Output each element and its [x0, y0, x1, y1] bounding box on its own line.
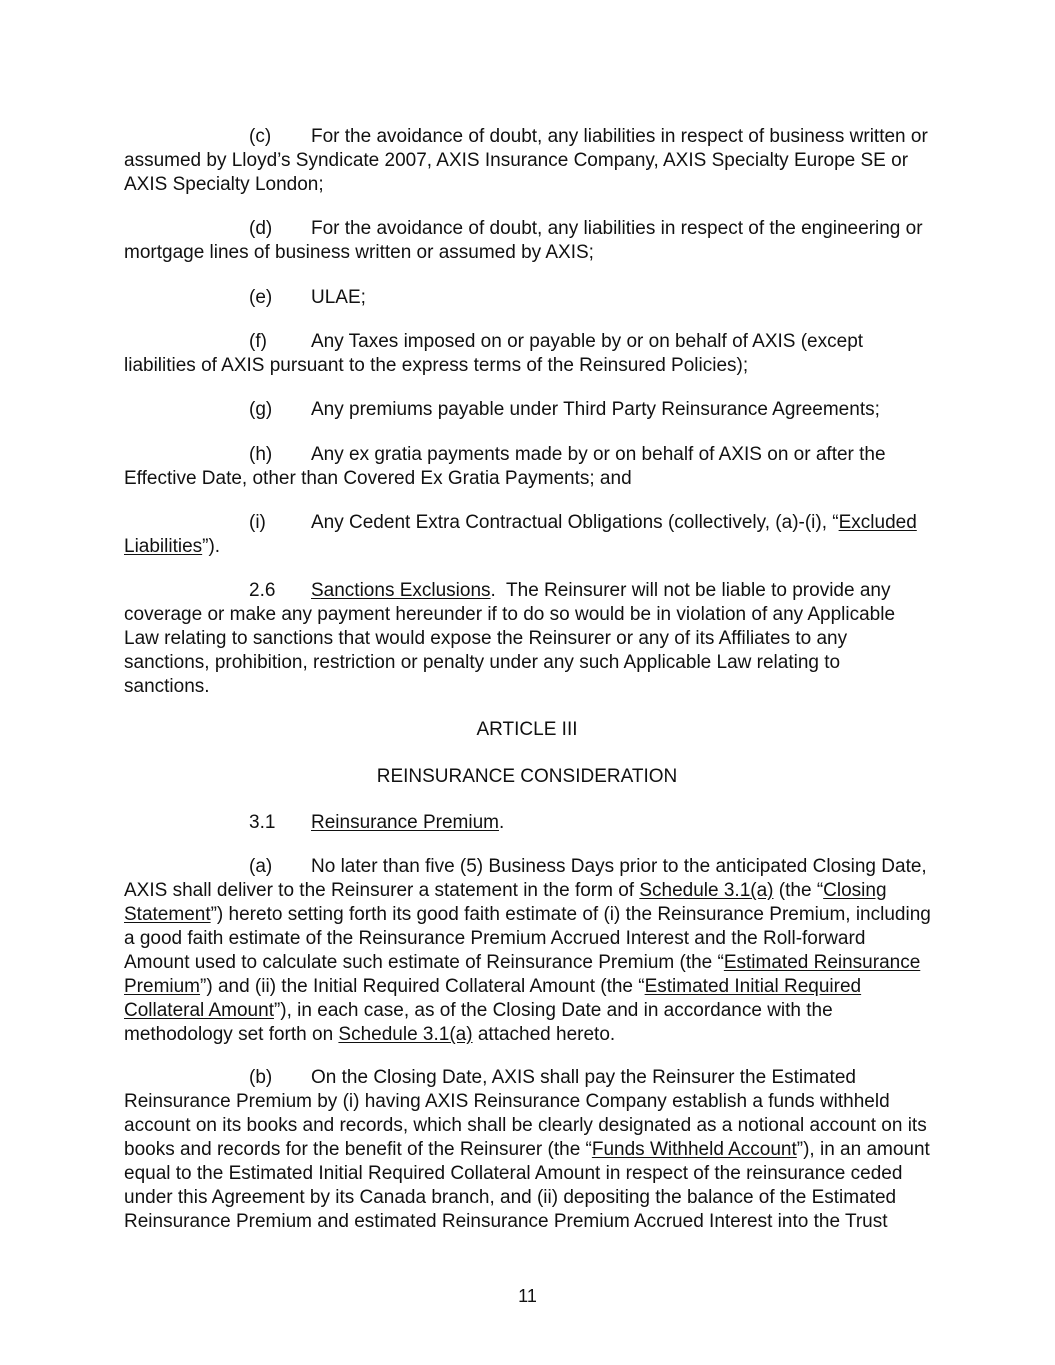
- clause-label: (d): [249, 218, 273, 239]
- clause-text: Any ex gratia payments made by or on behalf of AXIS on or after the: [311, 444, 886, 465]
- clause-text: Effective Date, other than Covered Ex Gratia Payments; and: [124, 468, 632, 489]
- clause-label: (g): [249, 399, 273, 420]
- clause-label: (c): [249, 126, 272, 147]
- clause-g: [124, 398, 934, 422]
- paragraph-text: under this Agreement by its Canada branch, and (ii) depositing the balance of the Estimated: [124, 1187, 897, 1208]
- clause-text: Any Taxes imposed on or payable by or on behalf of AXIS (except: [311, 331, 864, 352]
- clause-h: [124, 443, 934, 491]
- defined-term: Excluded: [838, 512, 917, 533]
- section-text: sanctions.: [124, 676, 210, 697]
- paragraph-a: [124, 855, 934, 1047]
- section-text: . The Reinsurer will not be liable to provide any: [490, 580, 891, 601]
- paragraph-text: No later than five (5) Business Days prior to the anticipated Closing Date,: [311, 856, 927, 877]
- clause-c: [124, 125, 934, 197]
- defined-term: Premium: [124, 976, 201, 997]
- paragraph-text: ”) and (ii) the Initial Required Collateral Amount (the “: [200, 976, 645, 997]
- paragraph-text: books and records for the benefit of the Reinsurer (the “: [124, 1139, 592, 1160]
- section-text: Law relating to sanctions that would expose the Reinsurer or any of its Affiliates to any: [124, 628, 848, 649]
- section-title: Reinsurance Premium: [311, 812, 499, 833]
- clause-label: (f): [249, 331, 267, 352]
- clause-text: Any Cedent Extra Contractual Obligations (collectively, (a)-(i), “: [311, 512, 839, 533]
- schedule-reference: Schedule 3.1(a): [338, 1024, 473, 1045]
- clause-e: [124, 286, 934, 310]
- paragraph-text: a good faith estimate of the Reinsurance Premium Accrued Interest and the Roll-forward: [124, 928, 866, 949]
- paragraph-b: [124, 1066, 934, 1234]
- clause-text: assumed by Lloyd’s Syndicate 2007, AXIS Insurance Company, AXIS Specialty Europe SE or: [124, 150, 909, 171]
- clause-label: (a): [249, 856, 273, 877]
- defined-term: Funds Withheld Account: [591, 1139, 797, 1160]
- section-title: Sanctions Exclusions: [311, 580, 491, 601]
- paragraph-text: account on its books and records, which shall be clearly designated as a notional account on its: [124, 1115, 927, 1136]
- clause-text: For the avoidance of doubt, any liabilities in respect of the engineering or: [311, 218, 923, 239]
- clause-text: mortgage lines of business written or assumed by AXIS;: [124, 242, 594, 263]
- paragraph-text: ”), in an amount: [796, 1139, 930, 1160]
- clause-text: liabilities of AXIS pursuant to the express terms of the Reinsured Policies);: [124, 355, 749, 376]
- schedule-reference: Schedule 3.1(a): [639, 880, 774, 901]
- section-text: coverage or make any payment hereunder if to do so would be in violation of any Applicable: [124, 604, 896, 625]
- clause-text: Any premiums payable under Third Party Reinsurance Agreements;: [311, 399, 880, 420]
- clause-label: (i): [249, 512, 266, 533]
- section-text: .: [498, 812, 505, 833]
- paragraph-text: methodology set forth on: [124, 1024, 339, 1045]
- paragraph-text: (the “: [773, 880, 824, 901]
- clause-text: ”).: [202, 536, 221, 557]
- clause-label: (b): [249, 1067, 273, 1088]
- page-number: 11: [518, 1286, 537, 1306]
- clause-label: (e): [249, 287, 273, 308]
- clause-text: ULAE;: [311, 287, 366, 308]
- defined-term: Estimated Reinsurance: [723, 952, 921, 973]
- clause-d: [124, 217, 934, 265]
- section-number: 2.6: [249, 580, 276, 601]
- section-number: 3.1: [249, 812, 276, 833]
- paragraph-text: AXIS shall deliver to the Reinsurer a statement in the form of: [124, 880, 640, 901]
- paragraph-text: Reinsurance Premium by (i) having AXIS Reinsurance Company establish a funds withheld: [124, 1091, 890, 1112]
- paragraph-text: Reinsurance Premium and estimated Reinsurance Premium Accrued Interest into the Trust: [124, 1211, 888, 1232]
- defined-term: Liabilities: [124, 536, 203, 557]
- defined-term: Statement: [124, 904, 211, 925]
- section-3-1: [124, 811, 934, 835]
- defined-term: Collateral Amount: [124, 1000, 274, 1021]
- paragraph-text: On the Closing Date, AXIS shall pay the Reinsurer the Estimated: [311, 1067, 856, 1088]
- clause-text: For the avoidance of doubt, any liabilities in respect of business written or: [311, 126, 928, 147]
- paragraph-text: attached hereto.: [472, 1024, 616, 1045]
- paragraph-text: equal to the Estimated Initial Required Collateral Amount in respect of the reinsurance ceded: [124, 1163, 903, 1184]
- defined-term: Estimated Initial Required: [644, 976, 862, 997]
- clause-f: [124, 330, 934, 378]
- paragraph-text: Amount used to calculate such estimate of Reinsurance Premium (the “: [124, 952, 724, 973]
- article-heading: ARTICLE III: [476, 719, 578, 740]
- paragraph-text: ”) hereto setting forth its good faith estimate of (i) the Reinsurance Premium, including: [210, 904, 931, 925]
- defined-term: Closing: [823, 880, 887, 901]
- article-title: REINSURANCE CONSIDERATION: [376, 766, 678, 787]
- clause-i: [124, 511, 934, 559]
- section-2-6: [124, 579, 934, 699]
- section-text: sanctions, prohibition, restriction or penalty under any such Applicable Law relating to: [124, 652, 841, 673]
- clause-label: (h): [249, 444, 273, 465]
- clause-text: AXIS Specialty London;: [124, 174, 324, 195]
- paragraph-text: ”), in each case, as of the Closing Date and in accordance with the: [273, 1000, 833, 1021]
